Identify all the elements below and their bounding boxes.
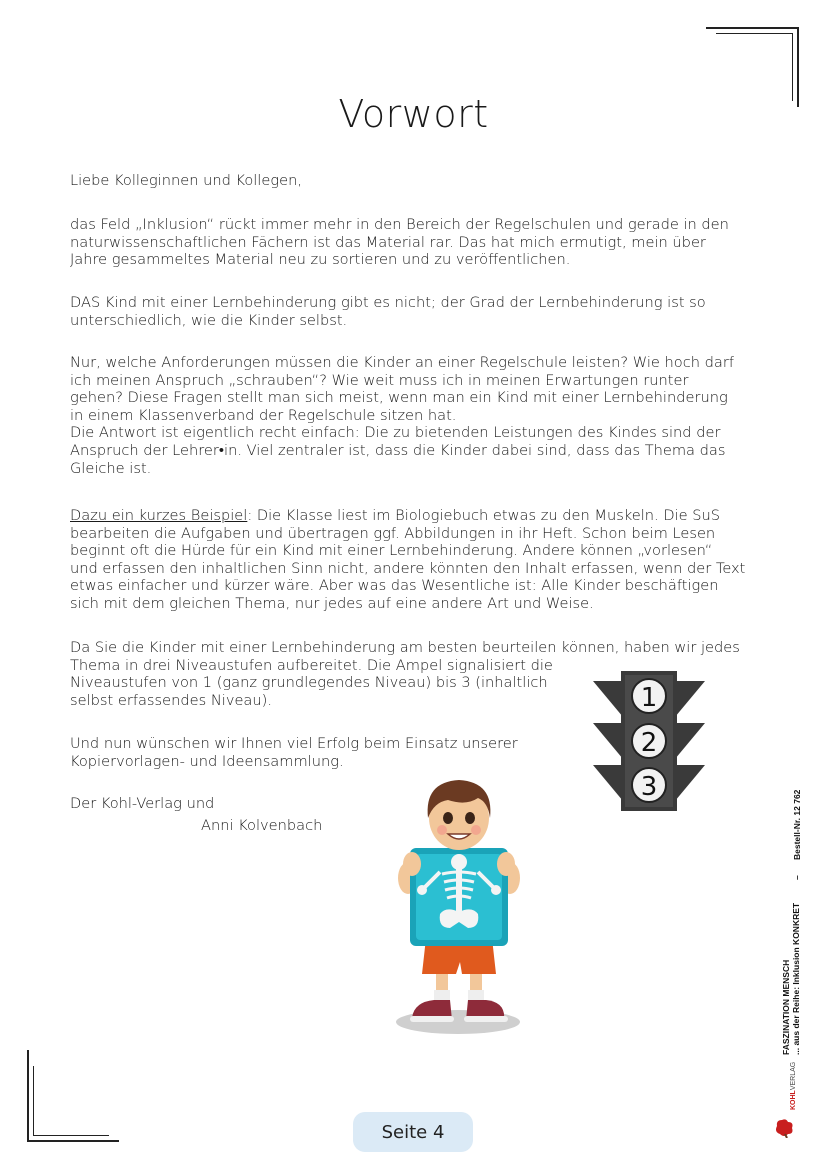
child-xray-illustration-icon	[390, 778, 530, 1040]
kohl-verlag-logo-icon	[772, 1062, 802, 1138]
series-label	[781, 903, 801, 1055]
text-line: Thema in drei Niveaustufen aufbereitet. Die Ampel signalisiert die	[70, 656, 553, 674]
publisher-logo-text	[790, 1062, 797, 1110]
paragraph-closing	[70, 735, 518, 770]
text-line: selbst erfassendes Niveau).	[70, 691, 272, 709]
example-heading: Dazu ein kurzes Beispiel	[70, 507, 248, 524]
series-subtitle: ... aus der Reihe: Inklusion KONKRET	[791, 902, 801, 1055]
order-separator	[792, 875, 802, 880]
traffic-light-lamp-1	[632, 679, 666, 713]
svg-text:2: 2	[640, 728, 658, 758]
text-line: naturwissenschaftlichen Fächern ist das Material rar. Das hat mich ermutigt, mein über	[70, 233, 706, 251]
traffic-light-lamp-2	[632, 724, 666, 758]
page-number-label: Seite 4	[381, 1121, 445, 1143]
corner-frame-bottom-left	[27, 1050, 119, 1142]
signature-publisher: Der Kohl-Verlag und	[70, 795, 215, 812]
text-line: in einem Klassenverband der Regelschule sitzen hat.	[70, 406, 457, 424]
text-line: DAS Kind mit einer Lernbehinderung gibt es nicht; der Grad der Lernbehinderung ist so	[70, 294, 706, 311]
text-line: etwas einfacher und kürzer wäre. Aber was das Wesentliche ist: Alle Kinder beschäftigen	[70, 577, 719, 595]
logo-suffix: VERLAG	[790, 1061, 797, 1091]
text-line: Da Sie die Kinder mit einer Lernbehinderung am besten beurteilen können, haben wir jedes	[70, 639, 740, 656]
text-line: Jahre gesammeltes Material neu zu sortieren und zu veröffentlichen.	[70, 251, 571, 269]
text-line: bearbeiten die Aufgaben und übertragen ggf. Abbildungen in ihr Heft. Schon beim Lesen	[70, 524, 716, 542]
text-line: Niveaustufen von 1 (ganz grundlegendes Niveau) bis 3 (inhaltlich	[70, 674, 548, 692]
greeting: Liebe Kolleginnen und Kollegen,	[70, 172, 302, 189]
traffic-light-lamp-3	[632, 768, 666, 802]
signature-author: Anni Kolvenbach	[201, 817, 323, 834]
svg-text:3: 3	[640, 772, 658, 802]
text-line: und erfassen den inhaltlichen Sinn nicht, andere könnten den Inhalt erfassen, wenn der Text	[70, 559, 746, 577]
text-line: Und nun wünschen wir Ihnen viel Erfolg beim Einsatz unserer	[70, 735, 518, 752]
paragraph-requirements	[70, 354, 734, 477]
svg-text:1: 1	[640, 683, 658, 713]
paragraph-inclusion	[70, 216, 729, 269]
text-line: Die Antwort ist eigentlich recht einfach: Die zu bietenden Leistungen des Kindes sind der	[70, 424, 721, 442]
text-line: das Feld „Inklusion“ rückt immer mehr in den Bereich der Regelschulen und gerade in den	[70, 216, 729, 233]
order-number-label	[792, 790, 802, 860]
paragraph-learning-disability	[70, 294, 706, 329]
traffic-light-icon	[593, 671, 705, 811]
order-number: Bestell-Nr. 12 762	[792, 789, 802, 860]
text-line: unterschiedlich, wie die Kinder selbst.	[70, 311, 348, 329]
text-line: Gleiche ist.	[70, 459, 152, 477]
text-line: beginnt oft die Hürde für ein Kind mit einer Lernbehinderung. Andere können „vorlesen“	[70, 542, 713, 560]
page-number-badge	[353, 1112, 473, 1152]
text-line: Kopiervorlagen- und Ideensammlung.	[70, 752, 344, 770]
paragraph-example	[70, 507, 745, 613]
series-title: FASZINATION MENSCH	[781, 959, 791, 1055]
text-line: ich meinen Anspruch „schrauben“? Wie weit muss ich in meinen Erwartungen runter	[70, 371, 689, 389]
page-title: Vorwort	[338, 92, 489, 136]
text-line	[70, 507, 745, 525]
text-span: : Die Klasse liest im Biologiebuch etwas zu den Muskeln. Die SuS	[247, 507, 721, 524]
text-line: Nur, welche Anforderungen müssen die Kinder an einer Regelschule leisten? Wie hoch darf	[70, 354, 734, 371]
separator-dash: –	[792, 875, 802, 880]
text-line: sich mit dem gleichen Thema, nur jedes auf eine andere Art und Weise.	[70, 594, 594, 612]
text-line: Anspruch der Lehrer•in. Viel zentraler ist, dass die Kinder dabei sind, dass das Thema das	[70, 441, 726, 459]
logo-prefix: KOHL	[790, 1090, 797, 1110]
text-line: gehen? Diese Fragen stellt man sich meist, wenn man ein Kind mit einer Lernbehinderung	[70, 389, 728, 407]
